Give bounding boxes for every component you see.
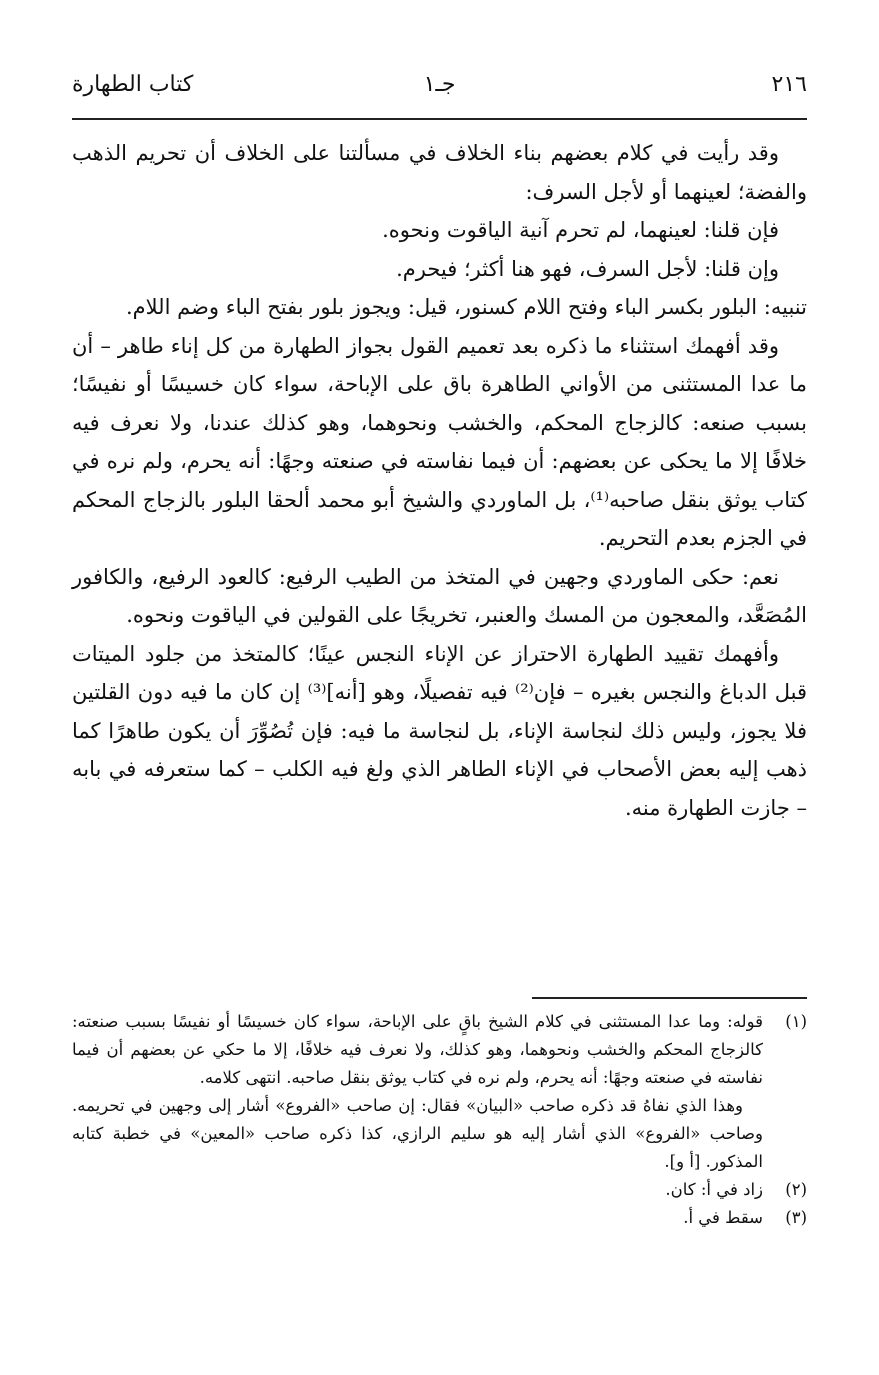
page-header <box>72 72 807 108</box>
paragraph: وقد رأيت في كلام بعضهم بناء الخلاف في مسألتنا على الخلاف أن تحريم الذهب والفضة؛ لعينهما أو لأجل السرف: <box>72 141 807 204</box>
footnote-text: قوله: وما عدا المستثنى في كلام الشيخ باقٍ على الإباحة، سواء كان خسيسًا أو نفيسًا بسبب صنعته: كالزجاج المحكم والخشب ونحوهما، وهو كذلك، ولا نعرف فيه خلافًا، إلا ما حكي عن بعضهم أن فيما نفاسته في صنعته وجهًا: أنه يحرم، ولم نره في كتاب يوثق بنقل صاحبه. انتهى كلامه. <box>72 1012 763 1087</box>
footnote-number: (١) <box>785 1012 807 1031</box>
footnote <box>72 1204 807 1232</box>
paragraph: وإن قلنا: لأجل السرف، فهو هنا أكثر؛ فيحرم. <box>396 256 779 281</box>
chapter-title: كتاب الطهارة <box>72 72 194 97</box>
paragraph: وقد أفهمك استثناء ما ذكره بعد تعميم القول بجواز الطهارة من كل إناء طاهر – أن ما عدا المستثنى من الأواني الطاهرة باق على الإباحة، سواء كان خسيسًا أو نفيسًا؛ بسبب صنعه: كالزجاج المحكم، والخشب ونحوهما، وهو كذلك عندنا، ولا نعرف فيه خلافًا إلا ما يحكى عن بعضهم: أن فيما نفاسته في صنعته وجهًا: أنه يحرم، ولم نره في كتاب يوثق بنقل صاحبه⁽¹⁾، بل الماوردي والشيخ أبو محمد ألحقا البلور بالزجاج المحكم في الجزم بعدم التحريم. <box>72 333 807 550</box>
footnotes <box>72 1008 807 1232</box>
header-divider <box>72 118 807 120</box>
volume-label: جـ١ <box>423 72 456 97</box>
footnote-divider <box>532 997 807 999</box>
paragraph-note: تنبيه: البلور بكسر الباء وفتح اللام كسنور، قيل: ويجوز بلور بفتح الباء وضم اللام. <box>125 295 807 319</box>
footnote <box>72 1176 807 1204</box>
footnote-text: سقط في أ. <box>683 1208 763 1227</box>
main-text <box>72 134 807 827</box>
paragraph: نعم: حكى الماوردي وجهين في المتخذ من الطيب الرفيع: كالعود الرفيع، والكافور المُصَعَّد، والمعجون من المسك والعنبر، تخريجًا على القولين في الياقوت ونحوه. <box>72 564 807 627</box>
footnote <box>72 1008 807 1092</box>
footnote-number: (٢) <box>785 1180 807 1199</box>
paragraph: فإن قلنا: لعينهما، لم تحرم آنية الياقوت ونحوه. <box>382 218 779 242</box>
paragraph: وأفهمك تقييد الطهارة الاحتراز عن الإناء النجس عينًا؛ كالمتخذ من جلود الميتات قبل الدباغ والنجس بغيره – فإن⁽²⁾ فيه تفصيلًا، وهو [أنه]⁽³⁾ إن كان ما فيه دون القلتين فلا يجوز، وليس ذلك لنجاسة الإناء، بل لنجاسة ما فيه: فإن تُصُوِّرَ أن يكون طاهرًا كما ذهب إليه بعض الأصحاب في الإناء الطاهر الذي ولغ فيه الكلب – كما ستعرفه في بابه – جازت الطهارة منه. <box>72 641 807 820</box>
footnote-continuation: وهذا الذي نفاهُ قد ذكره صاحب «البيان» فقال: إن صاحب «الفروع» أشار إلى وجهين في تحريمه. وصاحب «الفروع» الذي أشار إليه هو سليم الرازي، كذا ذكره صاحب «المعين» في خطبة كتابه المذكور. [أ و]. <box>72 1096 763 1171</box>
footnote-number: (٣) <box>785 1208 807 1227</box>
page-number: ٢١٦ <box>771 72 807 97</box>
footnote-text: زاد في أ: كان. <box>665 1180 763 1199</box>
